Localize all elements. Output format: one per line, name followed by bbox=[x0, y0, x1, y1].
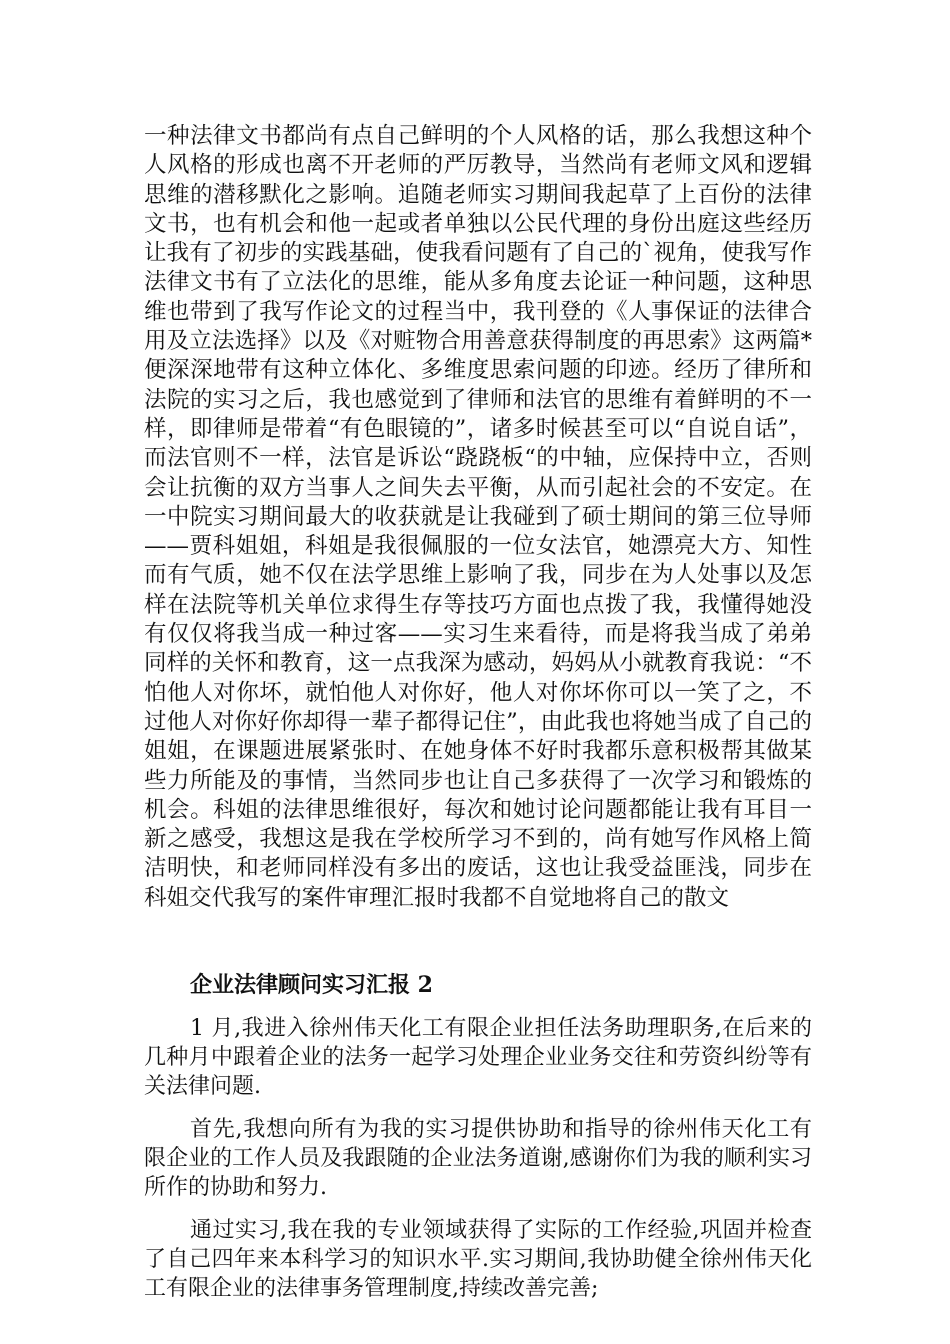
paragraph-1: 1 月,我进入徐州伟天化工有限企业担任法务助理职务,在后来的几种月中跟着企业的法务一起学习处理企业业务交往和劳资纠纷等有关法律问题. bbox=[144, 1016, 812, 1100]
paragraph-3: 通过实习,我在我的专业领域获得了实际的工作经验,巩固并检查了自己四年来本科学习的知识水平.实习期间,我协助健全徐州伟天化工有限企业的法律事务管理制度,持续改善完善; bbox=[144, 1218, 812, 1302]
document-page bbox=[144, 122, 812, 1303]
paragraph-2: 首先,我想向所有为我的实习提供协助和指导的徐州伟天化工有限企业的工作人员及我跟随的企业法务道谢,感谢你们为我的顺利实习所作的协助和努力. bbox=[144, 1117, 812, 1201]
section-title: 企业法律顾问实习汇报 2 bbox=[190, 972, 433, 999]
continued-paragraph: 一种法律文书都尚有点自己鲜明的个人风格的话，那么我想这种个人风格的形成也离不开老师的严厉教导，当然尚有老师文风和逻辑思维的潜移默化之影响。追随老师实习期间我起草了上百份的法律文书，也有机会和他一起或者单独以公民代理的身份出庭这些经历让我有了初步的实践基础，使我看问题有了自己的`视角，使我写作法律文书有了立法化的思维，能从多角度去论证一种问题，这种思维也带到了我写作论文的过程当中，我刊登的《人事保证的法律合用及立法选择》以及《对赃物合用善意获得制度的再思索》这两篇*便深深地带有这种立体化、多维度思索问题的印迹。经历了律所和法院的实习之后，我也感觉到了律师和法官的思维有着鲜明的不一样，即律师是带着“有色眼镜的”，诸多时候甚至可以“自说自话”，而法官则不一样，法官是诉讼“跷跷板“的中轴，应保持中立，否则会让抗衡的双方当事人之间失去平衡，从而引起社会的不安定。在一中院实习期间最大的收获就是让我碰到了硕士期间的第三位导师——贾科姐姐，科姐是我很佩服的一位女法官，她漂亮大方、知性而有气质，她不仅在法学思维上影响了我，同步在为人处事以及怎样在法院等机关单位求得生存等技巧方面也点拨了我，我懂得她没有仅仅将我当成一种过客——实习生来看待，而是将我当成了弟弟同样的关怀和教育，这一点我深为感动，妈妈从小就教育我说：“不怕他人对你坏，就怕他人对你好，他人对你坏你可以一笑了之，不过他人对你好你却得一辈子都得记住”，由此我也将她当成了自己的姐姐，在课题进展紧张时、在她身体不好时我都乐意积极帮其做某些力所能及的事情，当然同步也让自己多获得了一次学习和锻炼的机会。科姐的法律思维很好，每次和她讨论问题都能让我有耳目一新之感受，我想这是我在学校所学习不到的，尚有她写作风格上简洁明快，和老师同样没有多出的废话，这也让我受益匪浅，同步在科姐交代我写的案件审理汇报时我都不自觉地将自己的散文 bbox=[144, 123, 812, 911]
